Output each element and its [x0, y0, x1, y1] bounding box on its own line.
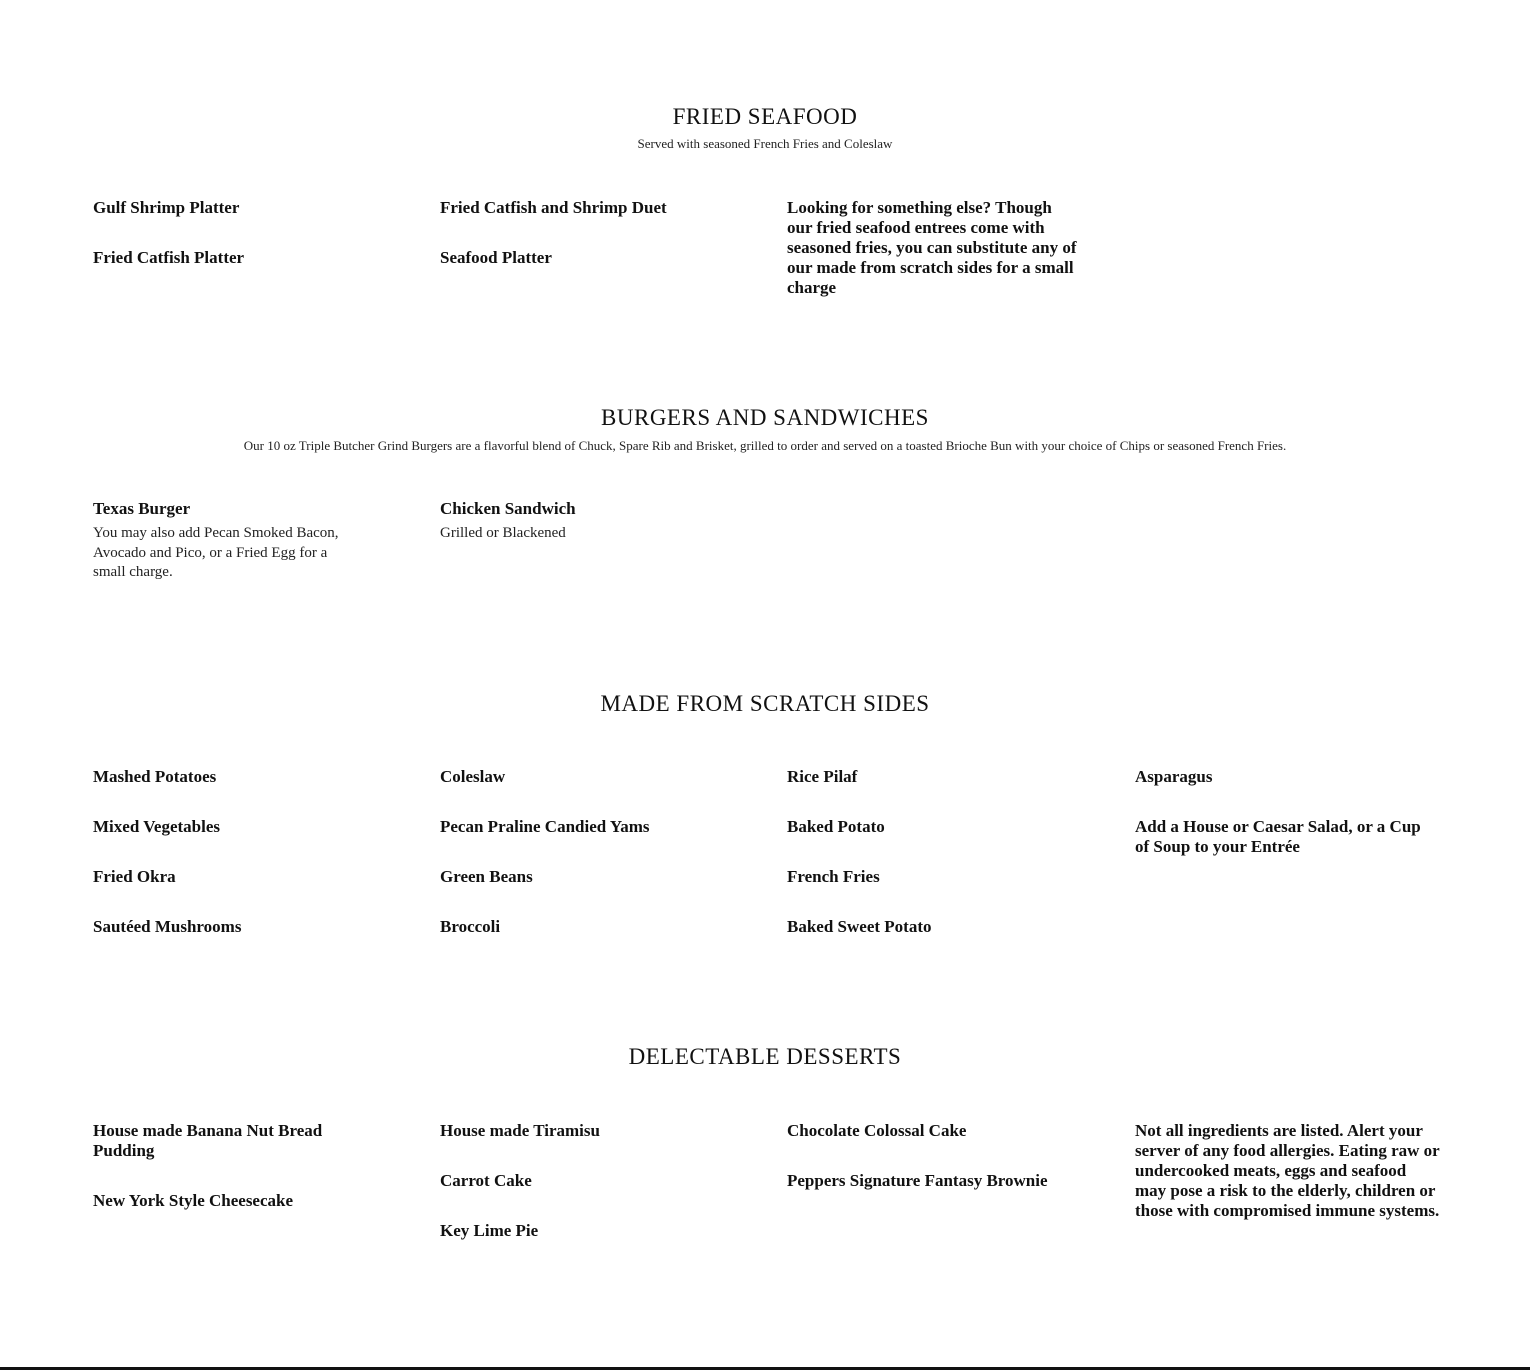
menu-column	[1135, 1121, 1440, 1221]
substitution-note: Looking for something else? Though our fried seafood entrees come with seasoned fries, you can substitute any of our made from scratch sides for a small charge	[787, 198, 1077, 297]
menu-item: Gulf Shrimp Platter	[93, 198, 240, 217]
menu-item: House made Tiramisu	[440, 1121, 600, 1140]
section-title: FRIED SEAFOOD	[672, 104, 858, 129]
menu-column	[93, 499, 343, 583]
menu-item: Seafood Platter	[440, 248, 552, 267]
menu-item: Rice Pilaf	[787, 767, 858, 786]
menu-item: House made Banana Nut Bread Pudding	[93, 1121, 323, 1160]
menu-item: Mixed Vegetables	[93, 817, 221, 836]
menu-item: Chocolate Colossal Cake	[787, 1121, 967, 1140]
menu-column	[440, 1121, 740, 1271]
menu-item: Fried Okra	[93, 867, 176, 886]
menu-item: New York Style Cheesecake	[93, 1191, 294, 1210]
menu-item	[440, 499, 740, 519]
menu-item: Green Beans	[440, 867, 533, 886]
section-title: MADE FROM SCRATCH SIDES	[600, 691, 930, 716]
menu-column	[1135, 767, 1435, 887]
menu-item: French Fries	[787, 867, 880, 886]
menu-item: Carrot Cake	[440, 1171, 532, 1190]
menu-item: Sautéed Mushrooms	[93, 917, 242, 936]
section-subtitle: Served with seasoned French Fries and Coleslaw	[637, 136, 893, 151]
menu-item: Asparagus	[1135, 767, 1213, 786]
menu-item: Coleslaw	[440, 767, 506, 786]
menu-column	[440, 767, 740, 967]
menu-item: Fried Catfish and Shrimp Duet	[440, 198, 667, 217]
menu-column	[787, 1121, 1087, 1221]
menu-item-name: Chicken Sandwich	[440, 499, 576, 518]
menu-column	[787, 198, 1077, 298]
menu-column	[440, 198, 740, 298]
menu-item-description: You may also add Pecan Smoked Bacon, Avocado and Pico, or a Fried Egg for a small charge.	[93, 525, 339, 580]
menu-item: Baked Sweet Potato	[787, 917, 932, 936]
menu-column	[440, 499, 740, 544]
menu-item: Baked Potato	[787, 817, 885, 836]
menu-item-name: Texas Burger	[93, 499, 191, 518]
allergy-note: Not all ingredients are listed. Alert your server of any food allergies. Eating raw or undercooked meats, eggs and seafood may pose a risk to the elderly, children or those with compromised immune systems.	[1135, 1121, 1440, 1220]
section-title: DELECTABLE DESSERTS	[628, 1044, 902, 1069]
menu-column	[93, 1121, 343, 1241]
menu-item: Fried Catfish Platter	[93, 248, 245, 267]
menu-column	[787, 767, 1087, 967]
section-title: BURGERS AND SANDWICHES	[601, 405, 929, 430]
menu-item: Add a House or Caesar Salad, or a Cup of Soup to your Entrée	[1135, 817, 1421, 856]
menu-item: Peppers Signature Fantasy Brownie	[787, 1171, 1048, 1190]
section-subtitle: Our 10 oz Triple Butcher Grind Burgers are a flavorful blend of Chuck, Spare Rib and Brisket, grilled to order and served on a toasted Brioche Bun with your choice of Chips or seasoned French Fries.	[243, 438, 1287, 453]
menu-item: Broccoli	[440, 917, 501, 936]
menu-item: Mashed Potatoes	[93, 767, 217, 786]
menu-column	[93, 198, 393, 298]
menu-item	[93, 499, 343, 519]
menu-item: Key Lime Pie	[440, 1221, 539, 1240]
menu-item-description: Grilled or Blackened	[440, 525, 566, 541]
menu-item: Pecan Praline Candied Yams	[440, 817, 650, 836]
menu-column	[93, 767, 393, 967]
